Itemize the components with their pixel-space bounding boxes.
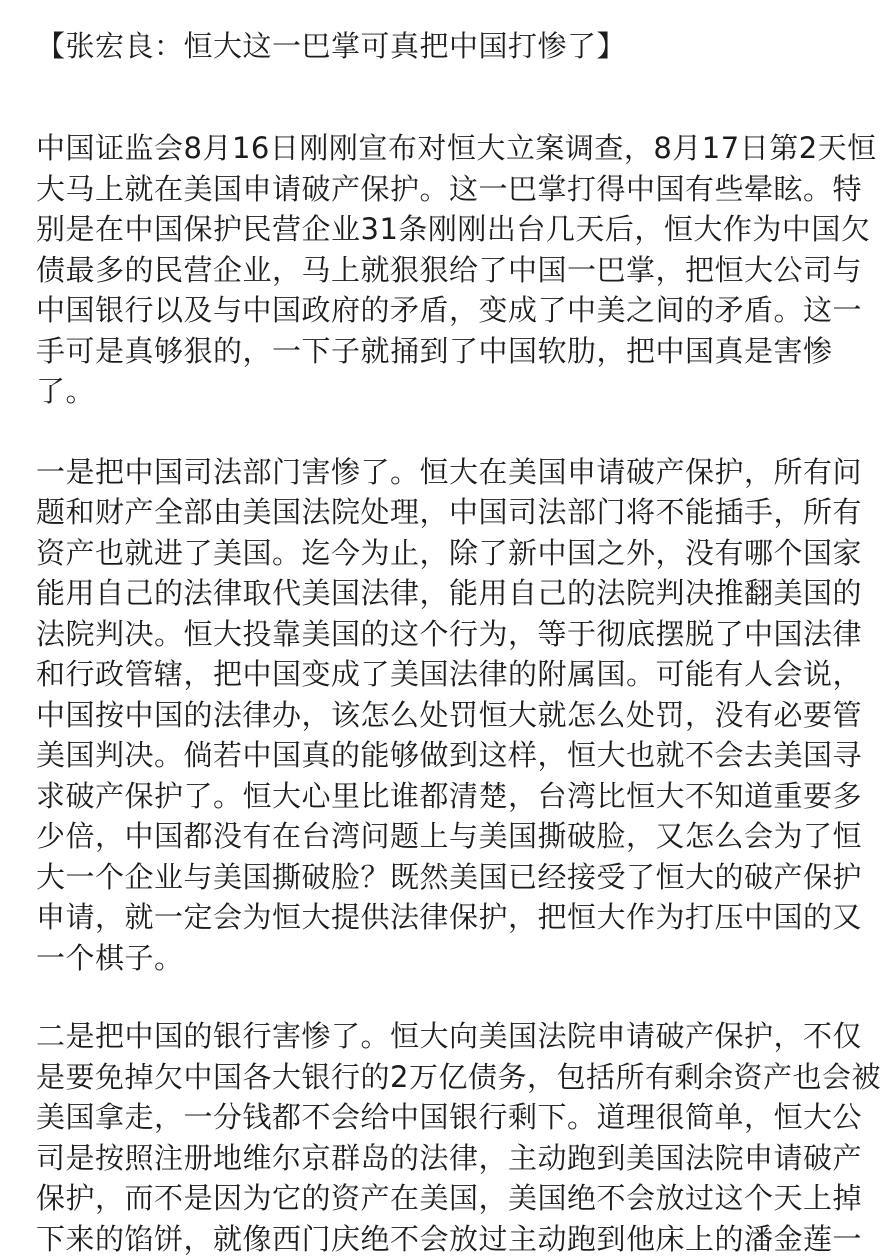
paragraph-line: 和行政管辖，把中国变成了美国法律的附属国。可能有人会说， <box>36 654 823 695</box>
paragraph-banks <box>36 1016 823 1259</box>
paragraph-line: 求破产保护了。恒大心里比谁都清楚，台湾比恒大不知道重要多 <box>36 776 823 817</box>
paragraph-line: 手可是真够狠的，一下子就捅到了中国软肋，把中国真是害惨 <box>36 331 823 372</box>
paragraph-line: 美国判决。倘若中国真的能够做到这样，恒大也就不会去美国寻 <box>36 735 823 776</box>
paragraph-line: 保护，而不是因为它的资产在美国，美国绝不会放过这个天上掉 <box>36 1178 823 1219</box>
paragraph-line: 中国证监会8月16日刚刚宣布对恒大立案调查，8月17日第2天恒 <box>36 128 823 169</box>
paragraph-line: 资产也就进了美国。迄今为止，除了新中国之外，没有哪个国家 <box>36 533 823 574</box>
paragraph-line: 能用自己的法律取代美国法律，能用自己的法院判决推翻美国的 <box>36 573 823 614</box>
paragraph-line: 大马上就在美国申请破产保护。这一巴掌打得中国有些晕眩。特 <box>36 169 823 210</box>
paragraph-intro <box>36 128 823 412</box>
paragraph-line: 美国拿走，一分钱都不会给中国银行剩下。道理很简单，恒大公 <box>36 1097 823 1138</box>
paragraph-line: 了。 <box>36 371 823 412</box>
paragraph-line: 题和财产全部由美国法院处理，中国司法部门将不能插手，所有 <box>36 492 823 533</box>
paragraph-line: 是要免掉欠中国各大银行的2万亿债务，包括所有剩余资产也会被 <box>36 1057 823 1098</box>
paragraph-line: 一个棋子。 <box>36 938 823 979</box>
paragraph-line: 法院判决。恒大投靠美国的这个行为，等于彻底摆脱了中国法律 <box>36 614 823 655</box>
paragraph-line: 别是在中国保护民营企业31条刚刚出台几天后，恒大作为中国欠 <box>36 209 823 250</box>
paragraph-line: 大一个企业与美国撕破脸？既然美国已经接受了恒大的破产保护 <box>36 857 823 898</box>
paragraph-judiciary <box>36 452 823 979</box>
article-title: 【张宏良：恒大这一巴掌可真把中国打惨了】 <box>36 22 823 70</box>
paragraph-line: 下来的馅饼，就像西门庆绝不会放过主动跑到他床上的潘金莲一 <box>36 1219 823 1259</box>
paragraph-line: 少倍，中国都没有在台湾问题上与美国撕破脸，又怎么会为了恒 <box>36 816 823 857</box>
paragraph-line: 申请，就一定会为恒大提供法律保护，把恒大作为打压中国的又 <box>36 897 823 938</box>
paragraph-line: 债最多的民营企业，马上就狠狠给了中国一巴掌，把恒大公司与 <box>36 250 823 291</box>
paragraph-line: 中国按中国的法律办，该怎么处罚恒大就怎么处罚，没有必要管 <box>36 695 823 736</box>
spacer <box>36 70 823 128</box>
spacer <box>36 412 823 452</box>
spacer <box>36 978 823 1016</box>
paragraph-line: 中国银行以及与中国政府的矛盾，变成了中美之间的矛盾。这一 <box>36 290 823 331</box>
paragraph-line: 二是把中国的银行害惨了。恒大向美国法院申请破产保护，不仅 <box>36 1016 823 1057</box>
paragraph-line: 一是把中国司法部门害惨了。恒大在美国申请破产保护，所有问 <box>36 452 823 493</box>
paragraph-line: 司是按照注册地维尔京群岛的法律，主动跑到美国法院申请破产 <box>36 1138 823 1179</box>
